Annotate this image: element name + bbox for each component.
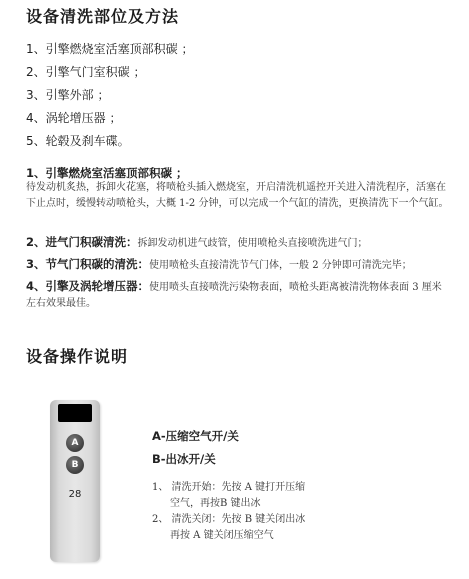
method-4-body: 使用喷头直接喷洗污染物表面，喷枪头距离被清洗物体表面 3 厘米左右效果最佳。 bbox=[26, 282, 442, 309]
remote-button-b: B bbox=[66, 456, 84, 474]
section-title-operation: 设备操作说明 bbox=[26, 347, 129, 366]
method-1-body: 待发动机炙热，拆卸火花塞，将喷枪头插入燃烧室，开启清洗机遥控开关进入清洗程序，活塞在下止点时，缓慢转动喷枪头，大概 1-2 分钟，可以完成一个气缸的清洗，更换清洗下一个气缸。 bbox=[26, 182, 449, 209]
method-2-label: 2、进气门积碳清洗： bbox=[26, 235, 138, 249]
remote-screen bbox=[58, 404, 92, 422]
method-3-label: 3、节气门积碳的清洗： bbox=[26, 257, 150, 271]
operation-2-line-1: 2、 清洗关闭：先按 B 键关闭出冰 bbox=[152, 514, 306, 525]
method-4-label: 4、引擎及涡轮增压器： bbox=[26, 279, 150, 293]
operation-1-line-1: 1、 清洗开始：先按 A 键打开压缩 bbox=[152, 482, 306, 493]
method-3 bbox=[26, 256, 451, 274]
method-2-body: 拆卸发动机进气歧管，使用喷枪头直接喷洗进气门； bbox=[137, 238, 368, 249]
operation-1-line-2: 空气，再按B 键出冰 bbox=[170, 498, 261, 509]
remote-control-image bbox=[50, 400, 100, 562]
list-item: 1、引擎燃烧室活塞顶部积碳 ； bbox=[26, 42, 194, 56]
method-1-title: 1、引擎燃烧室活塞顶部积碳 ； bbox=[26, 166, 188, 180]
list-item: 4、涡轮增压器 ； bbox=[26, 111, 122, 125]
list-item: 5、轮毂及刹车碟。 bbox=[26, 134, 130, 148]
section-title-cleaning-parts: 设备清洗部位及方法 bbox=[26, 7, 180, 26]
list-item: 2、引擎气门室积碳 ； bbox=[26, 65, 146, 79]
operation-2-line-2: 再按 A 键关闭压缩空气 bbox=[170, 530, 274, 541]
key-b-description: B-出冰开/关 bbox=[152, 452, 216, 466]
key-a-description: A-压缩空气开/关 bbox=[152, 429, 239, 443]
method-4 bbox=[26, 278, 451, 312]
method-3-body: 使用喷枪头直接清洗节气门体，一般 2 分钟即可清洗完毕； bbox=[149, 260, 412, 271]
remote-button-a: A bbox=[66, 434, 84, 452]
method-2 bbox=[26, 234, 451, 252]
list-item: 3、引擎外部 ； bbox=[26, 88, 110, 102]
remote-number: 28 bbox=[68, 489, 82, 500]
